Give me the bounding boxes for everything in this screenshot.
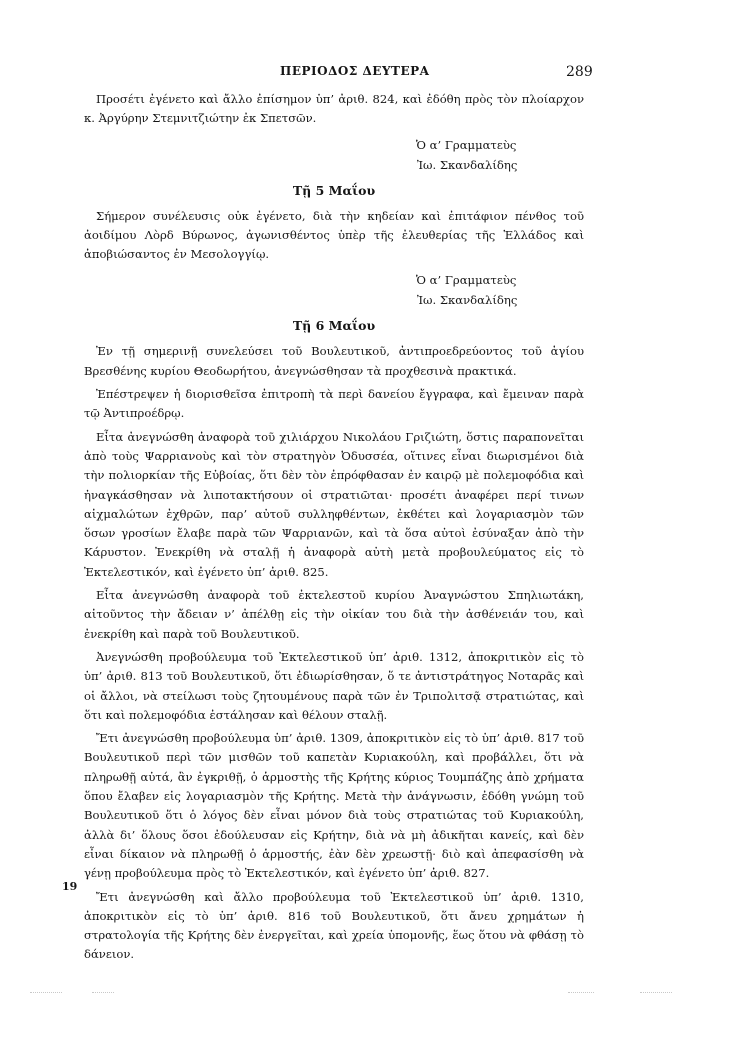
- paragraph: Σήμερον συνέλευσις οὐκ ἐγένετο, διὰ τὴν κηδείαν καὶ ἐπιτάφιον πένθος τοῦ ἀοιδίμου Λὸρδ Βύρωνος, ἀγωνισθέντος ὑπὲρ τῆς ἐλευθερίας τῆς Ἑλλάδος καὶ ἀποβιώσαντος ἐν Μεσολογγίῳ.: [84, 208, 584, 262]
- scan-edge-mark: [30, 992, 62, 993]
- signature-mark: 19: [62, 880, 78, 893]
- signature-title: Ὁ α’ Γραμματεὺς: [416, 137, 517, 152]
- paragraph: Ἀνεγνώσθη προβούλευμα τοῦ Ἐκτελεστικοῦ ὑπ’ ἀριθ. 1312, ἀποκριτικὸν εἰς τὸ ὑπ’ ἀριθ. 813 τοῦ Βουλευτικοῦ, ὅτι ἐδιωρίσθησαν, ὅ τε ἀντιστράτηγος Νοταρᾶς καὶ οἱ ἄλλοι, νὰ στείλωσι τοὺς ζητουμένους παρὰ τῶν ἐν Τριπολιτσᾷ στρατιώτας, καὶ ὅτι καὶ πολεμοφόδια ἐστάλησαν καὶ θέλουν σταλῇ.: [84, 649, 584, 722]
- scan-edge-mark: [568, 992, 594, 993]
- paragraph: Προσέτι ἐγένετο καὶ ἄλλο ἐπίσημον ὑπ’ ἀριθ. 824, καὶ ἐδόθη πρὸς τὸν πλοίαρχον κ. Ἀργύρην Στεμνιτζιώτην ἐκ Σπετσῶν.: [84, 92, 584, 126]
- signature-block: [84, 135, 584, 175]
- scan-edge-mark: [640, 992, 672, 993]
- signature-block: [84, 270, 584, 310]
- paragraph: Εἶτα ἀνεγνώσθη ἀναφορὰ τοῦ ἐκτελεστοῦ κυρίου Ἀναγνώστου Σπηλιωτάκη, αἰτοῦντος τὴν ἄδειαν ν’ ἀπέλθῃ εἰς τὴν οἰκίαν του διὰ τὴν ἀσθένειάν του, καὶ ἐνεκρίθη καὶ παρὰ τοῦ Βουλευτικοῦ.: [84, 588, 584, 641]
- page-number: 289: [566, 64, 593, 80]
- signature-title: Ὁ α’ Γραμματεὺς: [416, 273, 517, 288]
- paragraph: Εἶτα ἀνεγνώσθη ἀναφορὰ τοῦ χιλιάρχου Νικολάου Γριζιώτη, ὅστις παραπονεῖται ἀπὸ τοὺς Ψαρριανοὺς καὶ τὸν στρατηγὸν Ὀδυσσέα, οἵτινες εἶναι διωρισμένοι διὰ τὴν πολιορκίαν τῆς Εὐβοίας, ὅτι δὲν τὸν ἐπρόφθασαν ἐν καιρῷ μὲ πολεμοφόδια καὶ ἠναγκάσθησαν νὰ λιποτακτήσουν οἱ στρατιῶται· προσέτι ἀναφέρει περί τινων αἰχμαλώτων ἐχθρῶν, παρ’ αὐτοῦ συλληφθέντων, ἐκθέτει καὶ λογαριασμὸν τῶν ὅσων γροσίων ἔλαβε παρὰ τῶν Ψαρριανῶν, καὶ τὰ ὅσα αὐτοὶ ἐσύναξαν ἀπὸ τὴν Κάρυστον. Ἐνεκρίθη νὰ σταλῇ ἡ ἀναφορὰ αὐτὴ μετὰ προβουλεύματος εἰς τὸ Ἐκτελεστικόν, καὶ ἐγένετο ὑπ’ ἀριθ. 825.: [84, 429, 584, 579]
- body-text: [84, 90, 584, 969]
- signature-name: Ἰω. Σκανδαλίδης: [417, 157, 518, 172]
- running-head: ΠΕΡΙΟΔΟΣ ΔΕΥΤΕΡΑ: [280, 64, 430, 78]
- paragraph: Ἔτι ἀνεγνώσθη καὶ ἄλλο προβούλευμα τοῦ Ἐκτελεστικοῦ ὑπ’ ἀριθ. 1310, ἀποκριτικὸν εἰς τὸ ὑπ’ ἀριθ. 816 τοῦ Βουλευτικοῦ, ὅτι ἄνευ χρημάτων ἡ στρατολογία τῆς Κρήτης δὲν ἐνεργεῖται, καὶ χρεία ὑπομονῆς, ἕως ὅτου νὰ φθάσῃ τὸ δάνειον.: [84, 889, 584, 962]
- page-header: [0, 64, 744, 84]
- paragraph: Ἐπέστρεψεν ἡ διορισθεῖσα ἐπιτροπὴ τὰ περὶ δανείου ἔγγραφα, καὶ ἔμειναν παρὰ τῷ Ἀντιπροέδρῳ.: [84, 387, 584, 421]
- paragraph: Ἔτι ἀνεγνώσθη προβούλευμα ὑπ’ ἀριθ. 1309, ἀποκριτικὸν εἰς τὸ ὑπ’ ἀριθ. 817 τοῦ Βουλευτικοῦ περὶ τῶν μισθῶν τοῦ καπετὰν Κυριακούλη, καὶ προβάλλει, ὅτι νὰ πληρωθῇ αὐτά, ἂν ἐγκριθῇ, ὁ ἁρμοστὴς τῆς Κρήτης κύριος Τουμπάζης ἀπὸ χρήματα ὅπου ἔλαβεν εἰς λογαριασμὸν τῆς Κρήτης. Μετὰ τὴν ἀνάγνωσιν, ἐδόθη γνώμη τοῦ Βουλευτικοῦ ὅτι ὁ λόγος δὲν εἶναι μόνον διὰ τοὺς στρατιώτας τοῦ Κυριακούλη, ἀλλὰ δι’ ὅλους ὅσοι ἐδούλευσαν εἰς Κρήτην, διὰ νὰ μὴ ἀδικῆται κανείς, καὶ δὲν εἶναι δίκαιον νὰ πληρωθῇ ὁ ἁρμοστής, ἐὰν δὲν χρεωστῇ· διὸ καὶ ἀπεφασίσθη νὰ γένῃ προβούλευμα πρὸς τὸ Ἐκτελεστικόν, καὶ ἐγένετο ὑπ’ ἀριθ. 827.: [84, 731, 584, 881]
- section-heading: Τῇ 5 Μαΐου: [292, 182, 376, 198]
- signature-name: Ἰω. Σκανδαλίδης: [417, 293, 518, 308]
- paragraph: Ἐν τῇ σημερινῇ συνελεύσει τοῦ Βουλευτικοῦ, ἀντιπροεδρεύοντος τοῦ ἁγίου Βρεσθένης κυρίου Θεοδωρήτου, ἀνεγνώσθησαν τὰ προχθεσινὰ πρακτικά.: [84, 344, 584, 378]
- section-heading: Τῇ 6 Μαΐου: [292, 318, 376, 334]
- scan-edge-mark: [92, 992, 114, 993]
